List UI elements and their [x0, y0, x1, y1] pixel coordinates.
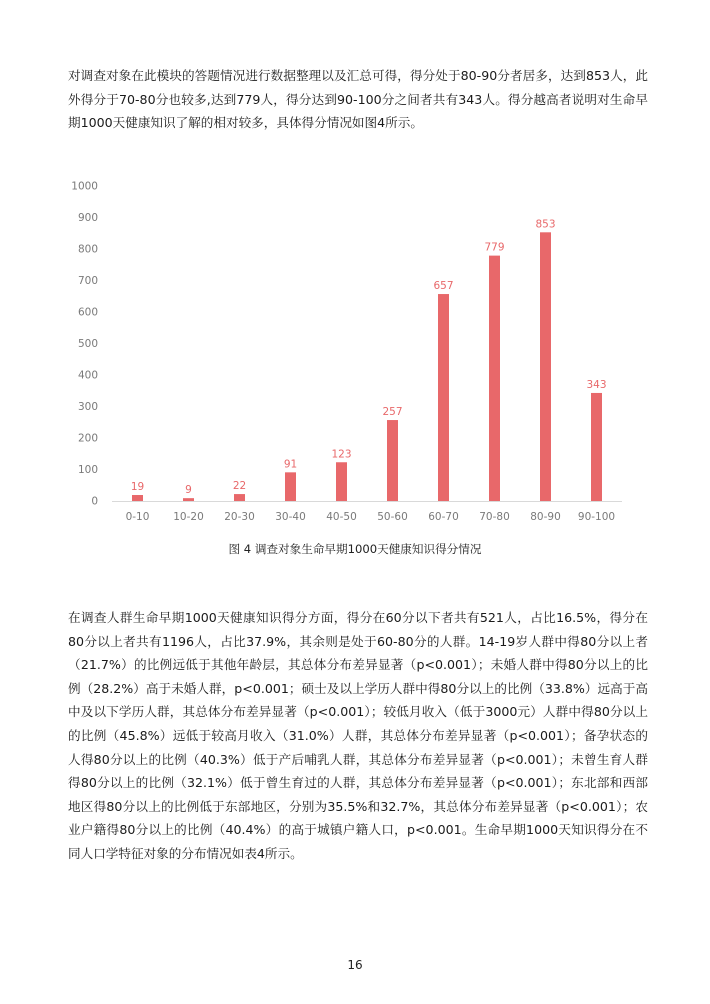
y-tick-label: 600: [77, 306, 98, 319]
y-axis: [71, 181, 98, 508]
y-tick-label: 1000: [71, 180, 98, 193]
y-tick-label: 100: [77, 464, 98, 476]
x-tick-label: 40-50: [326, 511, 357, 523]
x-tick-label: 50-60: [377, 511, 408, 523]
bar: [540, 232, 551, 501]
bar: [132, 495, 143, 501]
bar: [285, 472, 296, 501]
data-label: 657: [433, 280, 454, 293]
bar: [234, 494, 245, 501]
y-tick-label: 200: [77, 432, 98, 445]
x-tick-label: 30-40: [275, 511, 306, 523]
data-label: 123: [331, 448, 352, 461]
x-tick-label: 80-90: [530, 511, 561, 523]
y-tick-label: 0: [91, 495, 98, 508]
y-tick-label: 400: [77, 369, 98, 382]
y-tick-label: 700: [77, 275, 98, 287]
y-tick-label: 900: [77, 212, 98, 224]
x-tick-label: 70-80: [479, 511, 510, 523]
x-tick-label: 60-70: [428, 511, 459, 523]
bar: [183, 498, 194, 501]
y-tick-label: 500: [77, 338, 98, 350]
intro-paragraph: 对调查对象在此模块的答题情况进行数据整理以及汇总可得，得分处于80-90分者居多，达到853人，此外得分于70-80分也较多,达到779人，得分达到90-100分之间者共有343人。得分越高者说明对生命早期1000天健康知识了解的相对较多，具体得分情况如图4所示。: [68, 68, 648, 131]
data-label: 9: [185, 484, 192, 497]
bar: [489, 256, 500, 501]
page-number: 16: [347, 958, 363, 972]
x-tick-label: 20-30: [224, 511, 255, 523]
data-label: 779: [484, 241, 505, 254]
x-tick-label: 10-20: [173, 511, 204, 523]
bar: [438, 294, 449, 501]
data-label: 853: [535, 218, 556, 231]
bars-group: [131, 218, 607, 501]
data-label: 91: [283, 458, 298, 471]
data-label: 257: [382, 406, 403, 419]
data-label: 343: [586, 378, 607, 391]
bar: [591, 393, 602, 501]
bar: [336, 462, 347, 501]
y-tick-label: 300: [77, 401, 98, 413]
data-label: 19: [130, 481, 145, 494]
x-axis: [112, 502, 622, 524]
x-tick-label: 90-100: [577, 511, 616, 523]
data-label: 22: [232, 480, 247, 493]
figure-caption: 图 4 调查对象生命早期1000天健康知识得分情况: [228, 542, 482, 556]
bar: [387, 420, 398, 501]
x-tick-label: 0-10: [125, 511, 150, 523]
y-tick-label: 800: [77, 243, 98, 256]
analysis-paragraph: 在调查人群生命早期1000天健康知识得分方面，得分在60分以下者共有521人，占比16.5%，得分在80分以上者共有1196人，占比37.9%，其余则是处于60-80分的人群。14-19岁人群中得80分以上者（21.7%）的比例远低于其他年龄层，其总体分布差异显著（p<0.001）；未婚人群中得80分以上的比例（28.2%）高于未婚人群，p<0.001；硕士及以上学历人群中得80分以上的比例（33.8%）远高于高中及以下学历人群，其总体分布差异显著（p<0.001）；较低月收入（低于3000元）人群中得80分以上的比例（45.8%）远低于较高月收入（31.0%）人群，其总体分布差异显著（p<0.001）；备孕状态的人得80分以上的比例（40.3%）低于产后哺乳人群，其总体分布差异显著（p<0.001）；未曾生育人群得80分以上的比例（32.1%）低于曾生育过的人群，其总体分布差异显著（p<0.001）；东北部和西部地区得80分以上的比例低于东部地区，分别为35.5%和32.7%，其总体分布差异显著（p<0.001）；农业户籍得80分以上的比例（40.4%）的高于城镇户籍人口，p<0.001。生命早期1000天知识得分在不同人口学特征对象的分布情况如表4所示。: [68, 610, 648, 861]
